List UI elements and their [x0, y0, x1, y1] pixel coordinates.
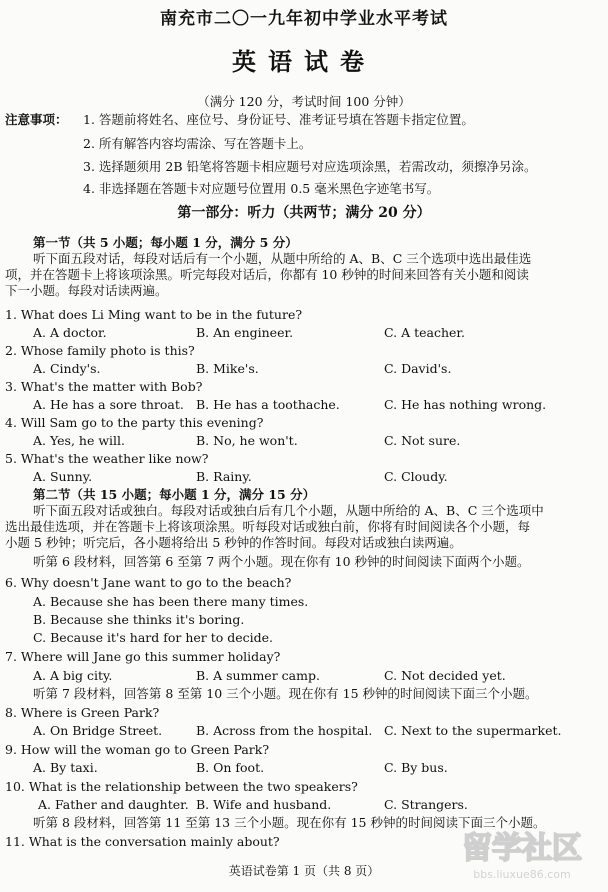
section2-instruction: 选出最佳选项，并在答题卡上将该项涂黑。听每段对话或独白前，你将有时间阅读各个小题，每	[5, 519, 531, 534]
material-7-instruction: 听第 7 段材料，回答第 8 至第 10 三个小题。现在你有 15 秒钟的时间阅读下面三个小题。	[33, 686, 538, 701]
option-b: B. On foot.	[196, 760, 265, 775]
option-c: C. David's.	[384, 361, 452, 376]
watermark-url: bbs.liuxue86.com	[473, 868, 571, 881]
option-a: A. Yes, he will.	[33, 433, 125, 448]
section1-instruction: 听下面五段对话，每段对话后有一个小题，从题中所给的 A、B、C 三个选项中选出最佳选	[33, 251, 532, 266]
option-b: B. An engineer.	[196, 325, 294, 340]
question-2: 2. Whose family photo is this?	[5, 343, 195, 358]
option-c: C. Not decided yet.	[384, 668, 506, 683]
page-footer: 英语试卷第 1 页（共 8 页）	[228, 864, 380, 878]
option-c: C. Not sure.	[384, 433, 461, 448]
part1-title: 第一部分：听力（共两节；满分 20 分）	[177, 205, 431, 221]
option-c: C. A teacher.	[384, 325, 465, 340]
material-8-instruction: 听第 8 段材料，回答第 11 至第 13 三个小题。现在你有 15 秒钟的时间阅读下面三个小题。	[33, 815, 546, 830]
note-2: 2. 所有解答内容均需涂、写在答题卡上。	[83, 136, 312, 151]
section2-instruction: 小题 5 秒钟；听完后，各小题将给出 5 秒钟的作答时间。每段对话或独白读两遍。	[5, 535, 462, 550]
note-4: 4. 非选择题在答题卡对应题号位置用 0.5 毫米黑色字迹笔书写。	[83, 181, 440, 196]
option-a: A. Father and daughter.	[38, 797, 189, 812]
option-b: B. He has a toothache.	[196, 397, 340, 412]
option-a: A. Sunny.	[33, 469, 93, 484]
question-9: 9. How will the woman go to Green Park?	[5, 742, 270, 757]
question-3: 3. What's the matter with Bob?	[5, 379, 203, 394]
option-b: B. No, he won't.	[196, 433, 298, 448]
watermark-text: 留学社区	[462, 831, 582, 866]
option-a: A. A doctor.	[33, 325, 107, 340]
question-11: 11. What is the conversation mainly about?	[5, 834, 280, 849]
watermark-icon	[442, 824, 602, 884]
score-line: （满分 120 分，考试时间 100 分钟）	[197, 94, 411, 109]
question-6: 6. Why doesn't Jane want to go to the beach?	[5, 575, 292, 590]
option-b: B. Rainy.	[196, 469, 252, 484]
notes-label: 注意事项：	[5, 112, 68, 127]
paper-title: 英语试卷	[232, 47, 376, 76]
option-a: A. Cindy's.	[33, 361, 101, 376]
section2-heading: 第二节（共 15 小题；每小题 1 分，满分 15 分）	[33, 487, 316, 502]
question-7: 7. Where will Jane go this summer holiday?	[5, 649, 281, 664]
question-4: 4. Will Sam go to the party this evening?	[5, 415, 264, 430]
note-1: 1. 答题前将姓名、座位号、身份证号、准考证号填在答题卡指定位置。	[83, 112, 474, 127]
option-a: A. He has a sore throat.	[33, 397, 184, 412]
option-a: A. On Bridge Street.	[33, 723, 163, 738]
exam-title: 南充市二〇一九年初中学业水平考试	[160, 9, 448, 29]
note-3: 3. 选择题须用 2B 铅笔将答题卡相应题号对应选项涂黑，若需改动，须擦净另涂。	[83, 159, 537, 174]
option-b: B. Wife and husband.	[196, 797, 332, 812]
option-c: C. Because it's hard for her to decide.	[33, 630, 274, 645]
option-c: C. He has nothing wrong.	[384, 397, 547, 412]
section1-instruction: 项，并在答题卡上将该项涂黑。听完每段对话后，你都有 10 秒钟的时间来回答有关小题和阅读	[5, 267, 529, 282]
option-a: A. Because she has been there many times.	[33, 594, 309, 609]
material-6-instruction: 听第 6 段材料，回答第 6 至第 7 两个小题。现在你有 10 秒钟的时间阅读下面两个小题。	[33, 554, 530, 569]
option-a: A. A big city.	[33, 668, 113, 683]
section2-instruction: 听下面五段对话或独白。每段对话或独白后有几个小题，从题中所给的 A、B、C 三个选项中	[33, 503, 544, 518]
option-b: B. Because she thinks it's boring.	[33, 612, 245, 627]
section1-instruction: 下一小题。每段对话读两遍。	[5, 283, 168, 298]
watermark-logo	[442, 824, 602, 884]
option-c: C. Next to the supermarket.	[384, 723, 562, 738]
option-b: B. A summer camp.	[196, 668, 320, 683]
option-c: C. By bus.	[384, 760, 448, 775]
question-10: 10. What is the relationship between the two speakers?	[5, 779, 358, 794]
option-a: A. By taxi.	[33, 760, 98, 775]
option-b: B. Mike's.	[196, 361, 259, 376]
option-b: B. Across from the hospital.	[196, 723, 373, 738]
option-c: C. Strangers.	[384, 797, 468, 812]
question-1: 1. What does Li Ming want to be in the future?	[5, 307, 303, 322]
option-c: C. Cloudy.	[384, 469, 448, 484]
question-8: 8. Where is Green Park?	[5, 705, 160, 720]
question-5: 5. What's the weather like now?	[5, 451, 209, 466]
section1-heading: 第一节（共 5 小题；每小题 1 分，满分 5 分）	[33, 235, 298, 250]
